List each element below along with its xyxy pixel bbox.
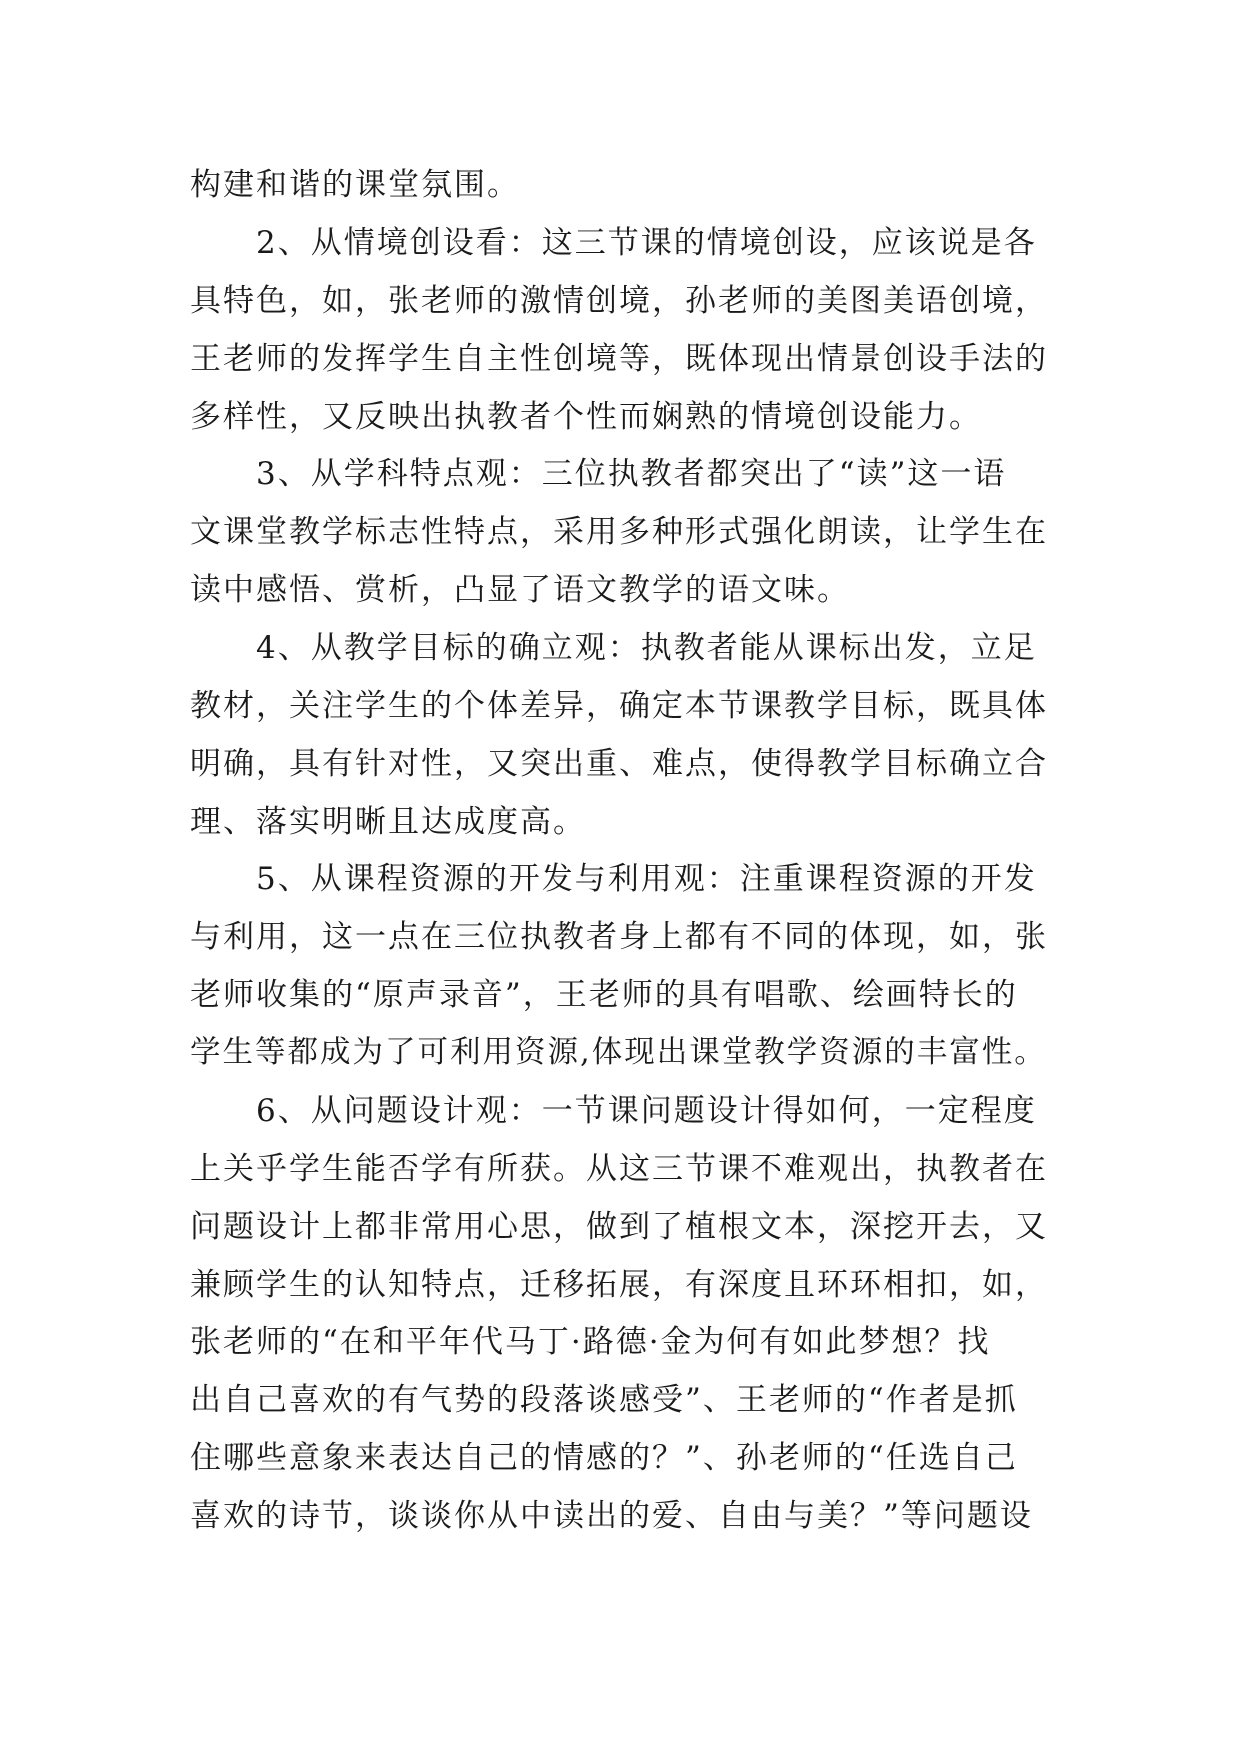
text-line: 喜欢的诗节，谈谈你从中读出的爱、自由与美？”等问题设 [190,1498,1033,1534]
text-line: 出自己喜欢的有气势的段落谈感受”、王老师的“作者是抓 [190,1382,1018,1418]
text-line: 理、落实明晰且达成度高。 [190,804,586,840]
text-line: 4、从教学目标的确立观：执教者能从课标出发，立足 [190,630,1037,666]
text-line: 5、从课程资源的开发与利用观：注重课程资源的开发 [190,861,1037,897]
text-line: 与利用，这一点在三位执教者身上都有不同的体现，如，张 [190,919,1048,955]
text-line: 老师收集的“原声录音”，王老师的具有唱歌、绘画特长的 [190,977,1018,1013]
text-line: 多样性，又反映出执教者个性而娴熟的情境创设能力。 [190,399,982,435]
text-line: 文课堂教学标志性特点，采用多种形式强化朗读，让学生在 [190,514,1048,550]
text-line: 3、从学科特点观：三位执教者都突出了“读”这一语 [190,456,1007,492]
text-line: 王老师的发挥学生自主性创境等，既体现出情景创设手法的 [190,341,1048,377]
text-line: 具特色，如，张老师的激情创境，孙老师的美图美语创境， [190,283,1048,319]
text-line: 6、从问题设计观：一节课问题设计得如何，一定程度 [190,1093,1037,1129]
text-line: 2、从情境创设看：这三节课的情境创设，应该说是各 [190,225,1037,261]
text-line: 兼顾学生的认知特点，迁移拓展，有深度且环环相扣，如， [190,1267,1048,1303]
text-line: 明确，具有针对性，又突出重、难点，使得教学目标确立合 [190,746,1048,782]
text-line: 读中感悟、赏析，凸显了语文教学的语文味。 [190,572,850,608]
text-line: 住哪些意象来表达自己的情感的？”、孙老师的“任选自己 [190,1440,1018,1476]
text-line: 构建和谐的课堂氛围。 [190,167,520,203]
text-line: 教材，关注学生的个体差异，确定本节课教学目标，既具体 [190,688,1048,724]
text-line: 问题设计上都非常用心思，做到了植根文本，深挖开去，又 [190,1209,1048,1245]
text-line: 上关乎学生能否学有所获。从这三节课不难观出，执教者在 [190,1151,1048,1187]
text-line: 学生等都成为了可利用资源,体现出课堂教学资源的丰富性。 [190,1035,1047,1070]
text-line: 张老师的“在和平年代马丁·路德·金为何有如此梦想？找 [190,1324,991,1360]
